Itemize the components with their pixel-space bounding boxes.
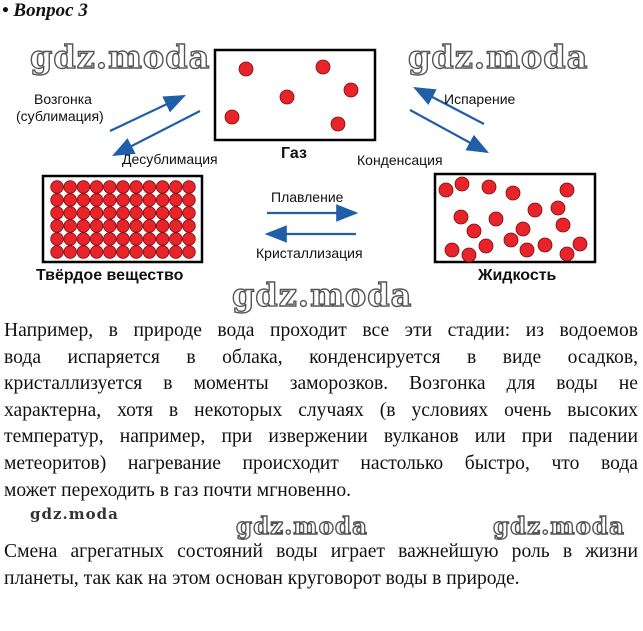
- particle: [482, 180, 496, 194]
- particle: [77, 220, 90, 233]
- watermark-mid-right: gdz.moda: [493, 513, 625, 540]
- paragraph-1-line: Например, в природе вода проходит все эти стадии: из водоемов: [4, 320, 638, 341]
- particle: [504, 233, 518, 247]
- particle: [117, 207, 130, 220]
- particle: [143, 181, 156, 194]
- particle: [573, 237, 587, 251]
- particle: [479, 239, 493, 253]
- particle: [104, 207, 117, 220]
- desublimation-arrow: [114, 111, 200, 155]
- watermark-mid-center: gdz.moda: [236, 513, 368, 540]
- particle: [170, 246, 183, 259]
- particle: [90, 207, 103, 220]
- particle: [156, 194, 169, 207]
- particle: [316, 60, 330, 74]
- particle: [143, 246, 156, 259]
- particle: [462, 248, 476, 262]
- particle: [551, 201, 565, 215]
- particle: [64, 246, 77, 259]
- crystallization-label: Кристаллизация: [256, 245, 363, 261]
- paragraph-1-line: может переходить в газ почти мгновенно.: [4, 479, 352, 501]
- particle: [130, 220, 143, 233]
- particle: [170, 207, 183, 220]
- paragraph-1-line: кристаллизуется в моменты заморозков. Возгонка для воды не: [4, 373, 638, 395]
- particle: [117, 194, 130, 207]
- particle: [143, 220, 156, 233]
- particle: [77, 181, 90, 194]
- particle: [90, 181, 103, 194]
- particle: [130, 194, 143, 207]
- liquid-label: Жидкость: [478, 267, 557, 284]
- particle: [439, 183, 453, 197]
- particle: [90, 220, 103, 233]
- evaporation-label: Испарение: [444, 91, 516, 107]
- particle: [516, 222, 530, 236]
- particle: [51, 207, 64, 220]
- particle: [156, 181, 169, 194]
- particle: [64, 194, 77, 207]
- sublimation-label-paren: (сублимация): [16, 108, 104, 124]
- particle: [117, 220, 130, 233]
- particle: [90, 246, 103, 259]
- particle: [77, 194, 90, 207]
- paragraph-2: [4, 539, 638, 592]
- question-heading: • Вопрос 3: [2, 0, 88, 21]
- condensation-label: Конденсация: [357, 152, 443, 168]
- particle: [454, 210, 468, 224]
- paragraph-2-line: планеты, так как на этом основан круговорот воды в природе.: [4, 567, 520, 589]
- particle: [445, 243, 459, 257]
- particle: [104, 181, 117, 194]
- paragraph-1-line: характерна, хотя в некоторых случаях (в условиях очень высоких: [4, 399, 638, 421]
- particle: [170, 233, 183, 246]
- particle: [64, 207, 77, 220]
- particle: [225, 110, 239, 124]
- particle: [51, 194, 64, 207]
- particle: [239, 62, 253, 76]
- particle: [104, 220, 117, 233]
- gas-label: Газ: [281, 145, 307, 162]
- watermark-center: gdz.moda: [232, 276, 413, 314]
- particle: [90, 194, 103, 207]
- particle: [51, 181, 64, 194]
- particle: [156, 233, 169, 246]
- sublimation-label: Возгонка: [34, 91, 92, 107]
- particle: [183, 207, 196, 220]
- particle: [64, 220, 77, 233]
- particle: [90, 233, 103, 246]
- particle: [51, 233, 64, 246]
- particle: [170, 194, 183, 207]
- paragraph-1: [4, 318, 638, 504]
- particle: [170, 181, 183, 194]
- particle: [280, 90, 294, 104]
- particle: [51, 220, 64, 233]
- particle: [183, 220, 196, 233]
- particle: [51, 246, 64, 259]
- particle: [77, 207, 90, 220]
- particle: [143, 233, 156, 246]
- watermark-top-left: gdz.moda: [30, 38, 211, 76]
- particle: [130, 233, 143, 246]
- particle: [77, 233, 90, 246]
- particle: [130, 246, 143, 259]
- solid-label: Твёрдое вещество: [36, 267, 184, 284]
- condensation-arrow: [410, 110, 487, 152]
- particle: [520, 243, 534, 257]
- particle: [560, 247, 574, 261]
- paragraph-1-line: температур, например, при извержении вулканов или при падении: [4, 426, 638, 448]
- particle: [104, 233, 117, 246]
- particle: [170, 220, 183, 233]
- particle: [143, 207, 156, 220]
- particle: [528, 203, 542, 217]
- particle: [183, 194, 196, 207]
- particle: [143, 194, 156, 207]
- particle: [117, 181, 130, 194]
- particle: [77, 246, 90, 259]
- particle: [130, 181, 143, 194]
- particle: [117, 246, 130, 259]
- particle: [64, 233, 77, 246]
- particle: [344, 83, 358, 97]
- particle: [64, 181, 77, 194]
- particle: [156, 246, 169, 259]
- particle: [183, 233, 196, 246]
- paragraph-2-line: Смена агрегатных состояний воды играет важнейшую роль в жизни: [4, 541, 638, 562]
- particle: [560, 183, 574, 197]
- watermark-small-left: gdz.moda: [30, 505, 119, 523]
- particle: [130, 207, 143, 220]
- paragraph-1-line: вода испаряется в облака, конденсируется в виде осадков,: [4, 346, 638, 368]
- particle: [506, 186, 520, 200]
- melting-label: Плавление: [271, 189, 344, 205]
- particle: [183, 246, 196, 259]
- particle: [556, 218, 570, 232]
- particle: [538, 238, 552, 252]
- particle: [104, 194, 117, 207]
- particle: [156, 220, 169, 233]
- particle: [489, 212, 503, 226]
- paragraph-1-line: метеоритов) нагревание происходит настолько быстро, что вода: [4, 452, 638, 474]
- particle: [117, 233, 130, 246]
- watermark-top-right: gdz.moda: [408, 38, 589, 76]
- particle: [156, 207, 169, 220]
- desublimation-label: Десублимация: [122, 151, 218, 167]
- particle: [183, 181, 196, 194]
- particle: [455, 177, 469, 191]
- particle: [331, 117, 345, 131]
- particle: [104, 246, 117, 259]
- particle: [467, 224, 481, 238]
